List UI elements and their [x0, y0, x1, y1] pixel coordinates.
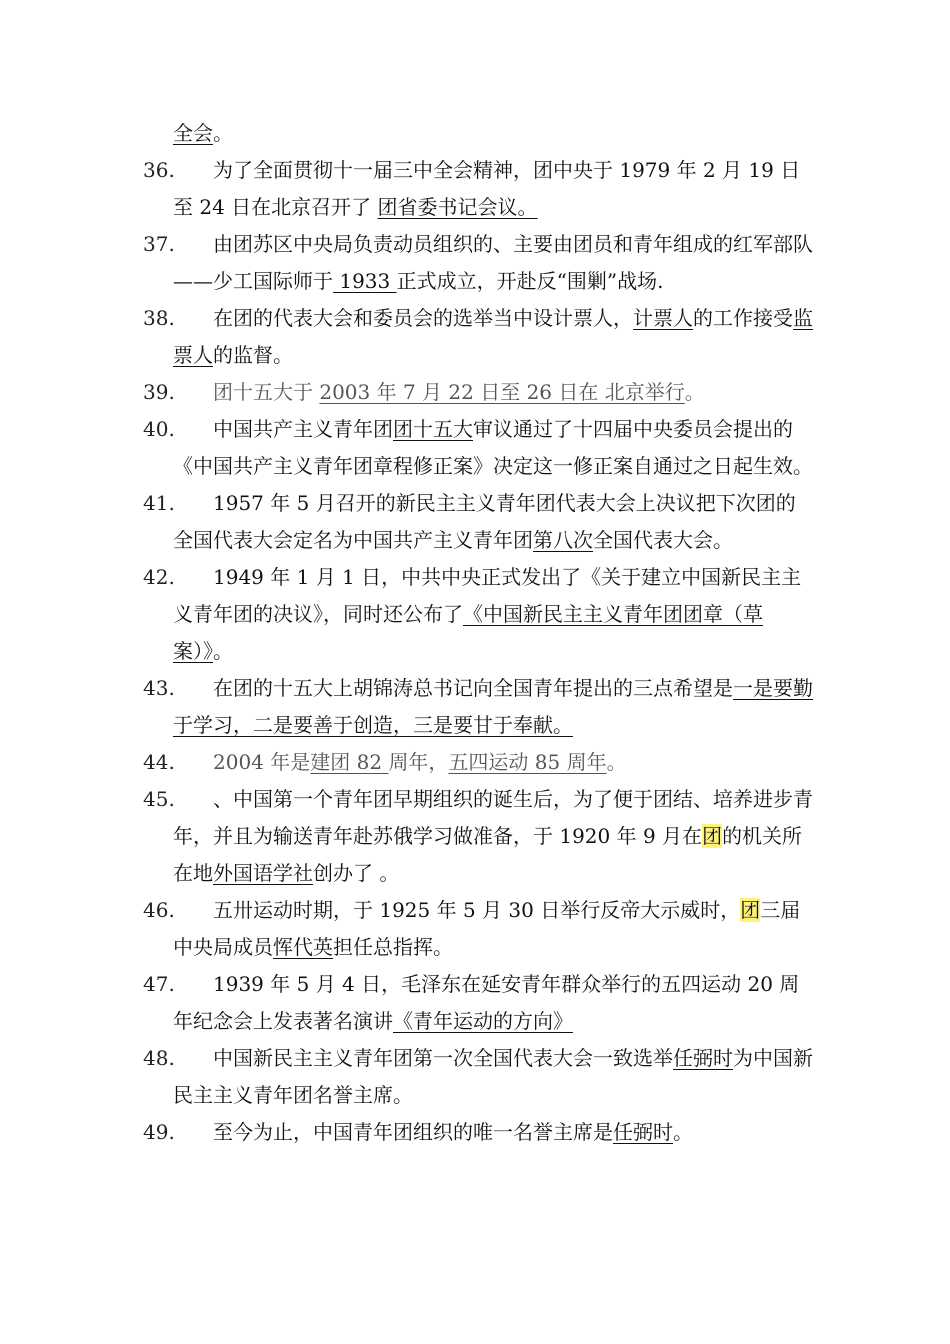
- item-number: 49.: [143, 1120, 175, 1144]
- item-text: 的监督。: [213, 343, 293, 367]
- item-text: 周年，: [388, 750, 449, 774]
- answer-text: 团省委书记会议。: [377, 195, 538, 219]
- item-text: 至今为止，中国青年团组织的唯一名誉主席是: [213, 1120, 613, 1144]
- item-text: 为中国新民主主义青年团名誉主席。: [173, 1046, 813, 1107]
- answer-text: 外国语学社: [213, 861, 313, 885]
- answer-text: 1933: [333, 269, 397, 293]
- list-item: [143, 670, 813, 744]
- list-item: [143, 559, 813, 670]
- highlighted-text: 团: [702, 824, 723, 848]
- answer-text: 建团 82: [310, 750, 389, 774]
- item-text: 中国共产主义青年团: [213, 417, 393, 441]
- item-text: 。: [606, 750, 627, 774]
- item-text: 审议通过了十四届中央委员会提出的《中国共产主义青年团章程修正案》决定这一修正案自通过之日起生效。: [173, 417, 813, 478]
- answer-text: 监票人: [173, 306, 813, 367]
- item-text: 。: [379, 861, 400, 885]
- item-text: 、中国第一个青年团早期组织的诞生后，为了便于团结、培养进步青年，并且为输送青年赴苏俄学习做准备，于 1920 年 9 月在: [173, 787, 813, 848]
- answer-text: 全会: [173, 121, 213, 145]
- item-text: 的工作接受: [693, 306, 793, 330]
- item-number: 40.: [143, 417, 175, 441]
- list-item: [143, 152, 813, 226]
- item-text: 中国新民主主义青年团第一次全国代表大会一致选举: [213, 1046, 673, 1070]
- item-number: 42.: [143, 565, 175, 589]
- item-number: 38.: [143, 306, 175, 330]
- item-number: 45.: [143, 787, 175, 811]
- item-text: 三届中央局成员: [173, 898, 801, 959]
- highlighted-text: 团: [740, 898, 761, 922]
- item-number: 48.: [143, 1046, 175, 1070]
- item-text: 。: [213, 121, 233, 145]
- list-item: [143, 744, 813, 781]
- item-text: 。: [213, 639, 233, 663]
- list-item-continuation: [143, 115, 813, 152]
- answer-text: 五四运动 85 周年: [448, 750, 607, 774]
- item-text: 2004 年是: [213, 750, 311, 774]
- item-text: 五卅运动时期，于 1925 年 5 月 30 日举行反帝大示威时，: [213, 898, 741, 922]
- answer-text: 《青年运动的方向》: [393, 1009, 573, 1033]
- item-number: 47.: [143, 972, 175, 996]
- item-number: 41.: [143, 491, 175, 515]
- list-item: [143, 226, 813, 300]
- list-item: [143, 485, 813, 559]
- item-number: 46.: [143, 898, 175, 922]
- item-text: 。: [673, 1120, 693, 1144]
- item-text: 1949 年 1 月 1 日，中共中央正式发出了《关于建立中国新民主主义青年团的决议》，同时还公布了: [173, 565, 802, 626]
- answer-text: 计票人: [633, 306, 693, 330]
- item-text: 正式成立，开赴反“围剿”战场.: [396, 269, 664, 293]
- answer-text: 《中国新民主主义青年团团章（草案）》: [173, 602, 763, 663]
- list-item: [143, 892, 813, 966]
- item-text: 1957 年 5 月召开的新民主主义青年团代表大会上决议把下次团的全国代表大会定名为中国共产主义青年团: [173, 491, 796, 552]
- item-number: 43.: [143, 676, 175, 700]
- item-number: 39.: [143, 380, 175, 404]
- item-text: 的机关所在地: [173, 824, 803, 885]
- list-item: [143, 411, 813, 485]
- question-answer-list: [143, 115, 813, 1151]
- item-text: 担任总指挥。: [333, 935, 453, 959]
- item-number: 37.: [143, 232, 175, 256]
- list-item: [143, 1114, 813, 1151]
- list-item: [143, 374, 813, 411]
- item-text: 1939 年 5 月 4 日，毛泽东在延安青年群众举行的五四运动 20 周年纪念会上发表著名演讲: [173, 972, 800, 1033]
- answer-text: 第八次: [533, 528, 593, 552]
- answer-text: 2003 年 7 月 22 日至 26 日在 北京举行: [319, 380, 685, 404]
- item-text: 为了全面贯彻十一届三中全会精神，团中央于 1979 年 2 月 19 日至 24 日在北京召开了: [173, 158, 801, 219]
- list-item: [143, 300, 813, 374]
- item-text: 在团的十五大上胡锦涛总书记向全国青年提出的三点希望是: [213, 676, 733, 700]
- item-text: 全国代表大会。: [593, 528, 733, 552]
- answer-text: 恽代英: [273, 935, 333, 959]
- item-text: 团十五大于: [213, 380, 320, 404]
- answer-text: 任弼时: [673, 1046, 733, 1070]
- answer-text: 团十五大: [393, 417, 473, 441]
- list-item: [143, 966, 813, 1040]
- answer-text: 一是要勤于学习，二是要善于创造，三是要甘于奉献。: [173, 676, 813, 737]
- answer-text: 任弼时: [613, 1120, 673, 1144]
- item-text: 由团苏区中央局负责动员组织的、主要由团员和青年组成的红军部队——少工国际师于: [173, 232, 813, 293]
- item-number: 44.: [143, 750, 175, 774]
- item-text: 在团的代表大会和委员会的选举当中设计票人，: [213, 306, 633, 330]
- item-text: 创办了: [313, 861, 380, 885]
- list-item: [143, 781, 813, 892]
- list-item: [143, 1040, 813, 1114]
- item-number: 36.: [143, 158, 175, 182]
- item-text: 。: [684, 380, 705, 404]
